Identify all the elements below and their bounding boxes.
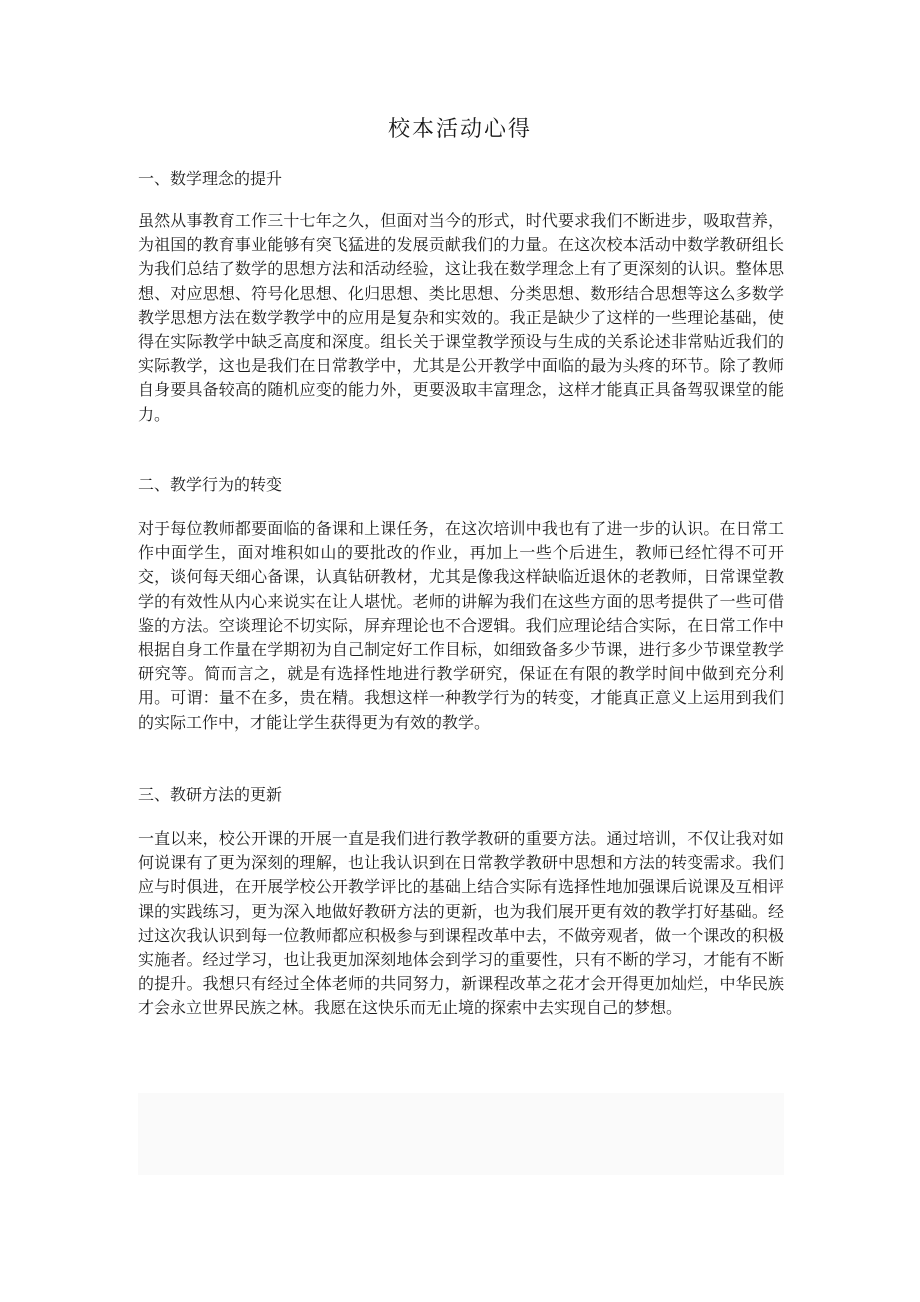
section-heading-math-concepts: 一、数学理念的提升 [138,169,283,188]
blank-image-area [138,1093,784,1175]
section-body-teaching-behavior: 对于每位教师都要面临的备课和上课任务，在这次培训中我也有了进一步的认识。在日常工作中面学生，面对堆积如山的要批改的作业，再加上一些个后进生，教师已经忙得不可开交，谈何每天细心备课，认真钻研教材，尤其是像我这样缺临近退休的老教师，日常课堂教学的有效性从内心来说实在让人堪忧。老师的讲解为我们在这些方面的思考提供了一些可借鉴的方法。空谈理论不切实际，屏弃理论也不合逻辑。我们应理论结合实际，在日常工作中根据自身工作量在学期初为自己制定好工作目标，如细致备多少节课，进行多少节课堂教学研究等。简而言之，就是有选择性地进行教学研究，保证在有限的教学时间中做到充分利用。可谓：量不在多，贵在精。我想这样一种教学行为的转变，才能真正意义上运用到我们的实际工作中，才能让学生获得更为有效的教学。 [138,519,784,732]
section-body-math-concepts: 虽然从事教育工作三十七年之久，但面对当今的形式，时代要求我们不断进步，吸取营养，为祖国的教育事业能够有突飞猛进的发展贡献我们的力量。在这次校本活动中数学教研组长为我们总结了数学的思想方法和活动经验，这让我在数学理念上有了更深刻的认识。整体思想、对应思想、符号化思想、化归思想、类比思想、分类思想、数形结合思想等这么多数学教学思想方法在数学教学中的应用是复杂和实效的。我正是缺少了这样的一些理论基础，使得在实际教学中缺乏高度和深度。组长关于课堂教学预设与生成的关系论述非常贴近我们的实际教学，这也是我们在日常教学中，尤其是公开教学中面临的最为头疼的环节。除了教师自身要具备较高的随机应变的能力外，更要汲取丰富理念，这样才能真正具备驾驭课堂的能力。 [138,211,784,424]
section-heading-research-methods: 三、教研方法的更新 [138,785,283,804]
page-title: 校本活动心得 [387,117,532,142]
section-body-research-methods: 一直以来，校公开课的开展一直是我们进行教学教研的重要方法。通过培训，不仅让我对如何说课有了更为深刻的理解，也让我认识到在日常教学教研中思想和方法的转变需求。我们应与时俱进，在开展学校公开教学评比的基础上结合实际有选择性地加强课后说课及互相评课的实践练习，更为深入地做好教研方法的更新，也为我们展开更有效的教学打好基础。经过这次我认识到每一位教师都应积极参与到课程改革中去，不做旁观者，做一个课改的积极实施者。经过学习，也让我更加深刻地体会到学习的重要性，只有不断的学习，才能有不断的提升。我想只有经过全体老师的共同努力，新课程改革之花才会开得更加灿烂，中华民族才会永立世界民族之林。我愿在这快乐而无止境的探索中去实现自己的梦想。 [138,829,784,1018]
section-heading-teaching-behavior: 二、教学行为的转变 [138,475,283,494]
